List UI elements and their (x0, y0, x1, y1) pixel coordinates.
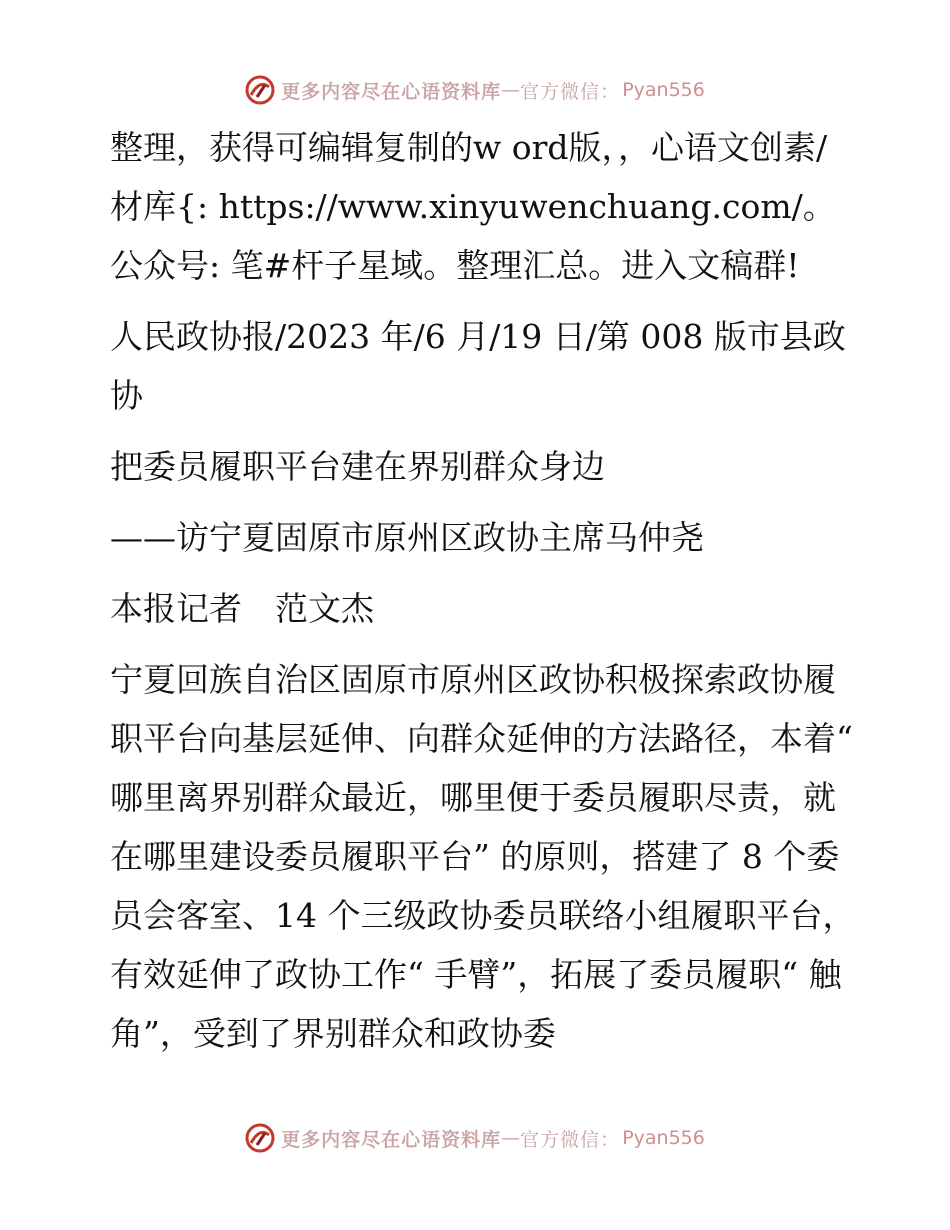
document-body (96, 118, 856, 1075)
banner-wechat-id: Pyan556 (622, 79, 705, 101)
header-watermark-banner (0, 70, 950, 110)
body-paragraph: 宁夏回族自治区固原市原州区政协积极探索政协履职平台向基层延伸、向群众延伸的方法路径，本着“ 哪里离界别群众最近，哪里便于委员履职尽责，就在哪里建设委员履职平台” 的原则，搭建了 8 个委员会客室、14 个三级政协委员联络小组履职平台，有效延伸了政协工作“ 手臂”，拓展了委员履职“ 触角”，受到了界别群众和政协委 (110, 660, 856, 1053)
source-line: 人民政协报/2023 年/6 月/19 日/第 008 版市县政协 (110, 317, 846, 415)
banner-dash: — (501, 79, 521, 101)
banner-brand-text: 更多内容尽在心语资料库 (281, 1128, 502, 1151)
banner-wechat-label: 官方微信： (520, 1128, 621, 1151)
banner-wechat-label: 官方微信： (520, 80, 621, 103)
byline: 本报记者 范文杰 (110, 589, 374, 628)
article-title: 把委员履职平台建在界别群众身边 (110, 447, 605, 486)
intro-paragraph: 整理，获得可编辑复制的w ord版，，心语文创素/材库{: https://www.xinyuwenchuang.com/。公众号: 笔#杆子星域。整理汇总。进入文稿群! (110, 128, 836, 285)
red-swirl-pen-logo-icon (245, 75, 275, 105)
banner-brand-text: 更多内容尽在心语资料库 (281, 80, 502, 103)
banner-dash: — (501, 1127, 521, 1149)
red-swirl-pen-logo-icon (245, 1123, 275, 1153)
footer-watermark-banner (0, 1118, 950, 1158)
banner-wechat-id: Pyan556 (622, 1127, 705, 1149)
article-subtitle: ——访宁夏固原市原州区政协主席马仲尧 (110, 518, 704, 557)
